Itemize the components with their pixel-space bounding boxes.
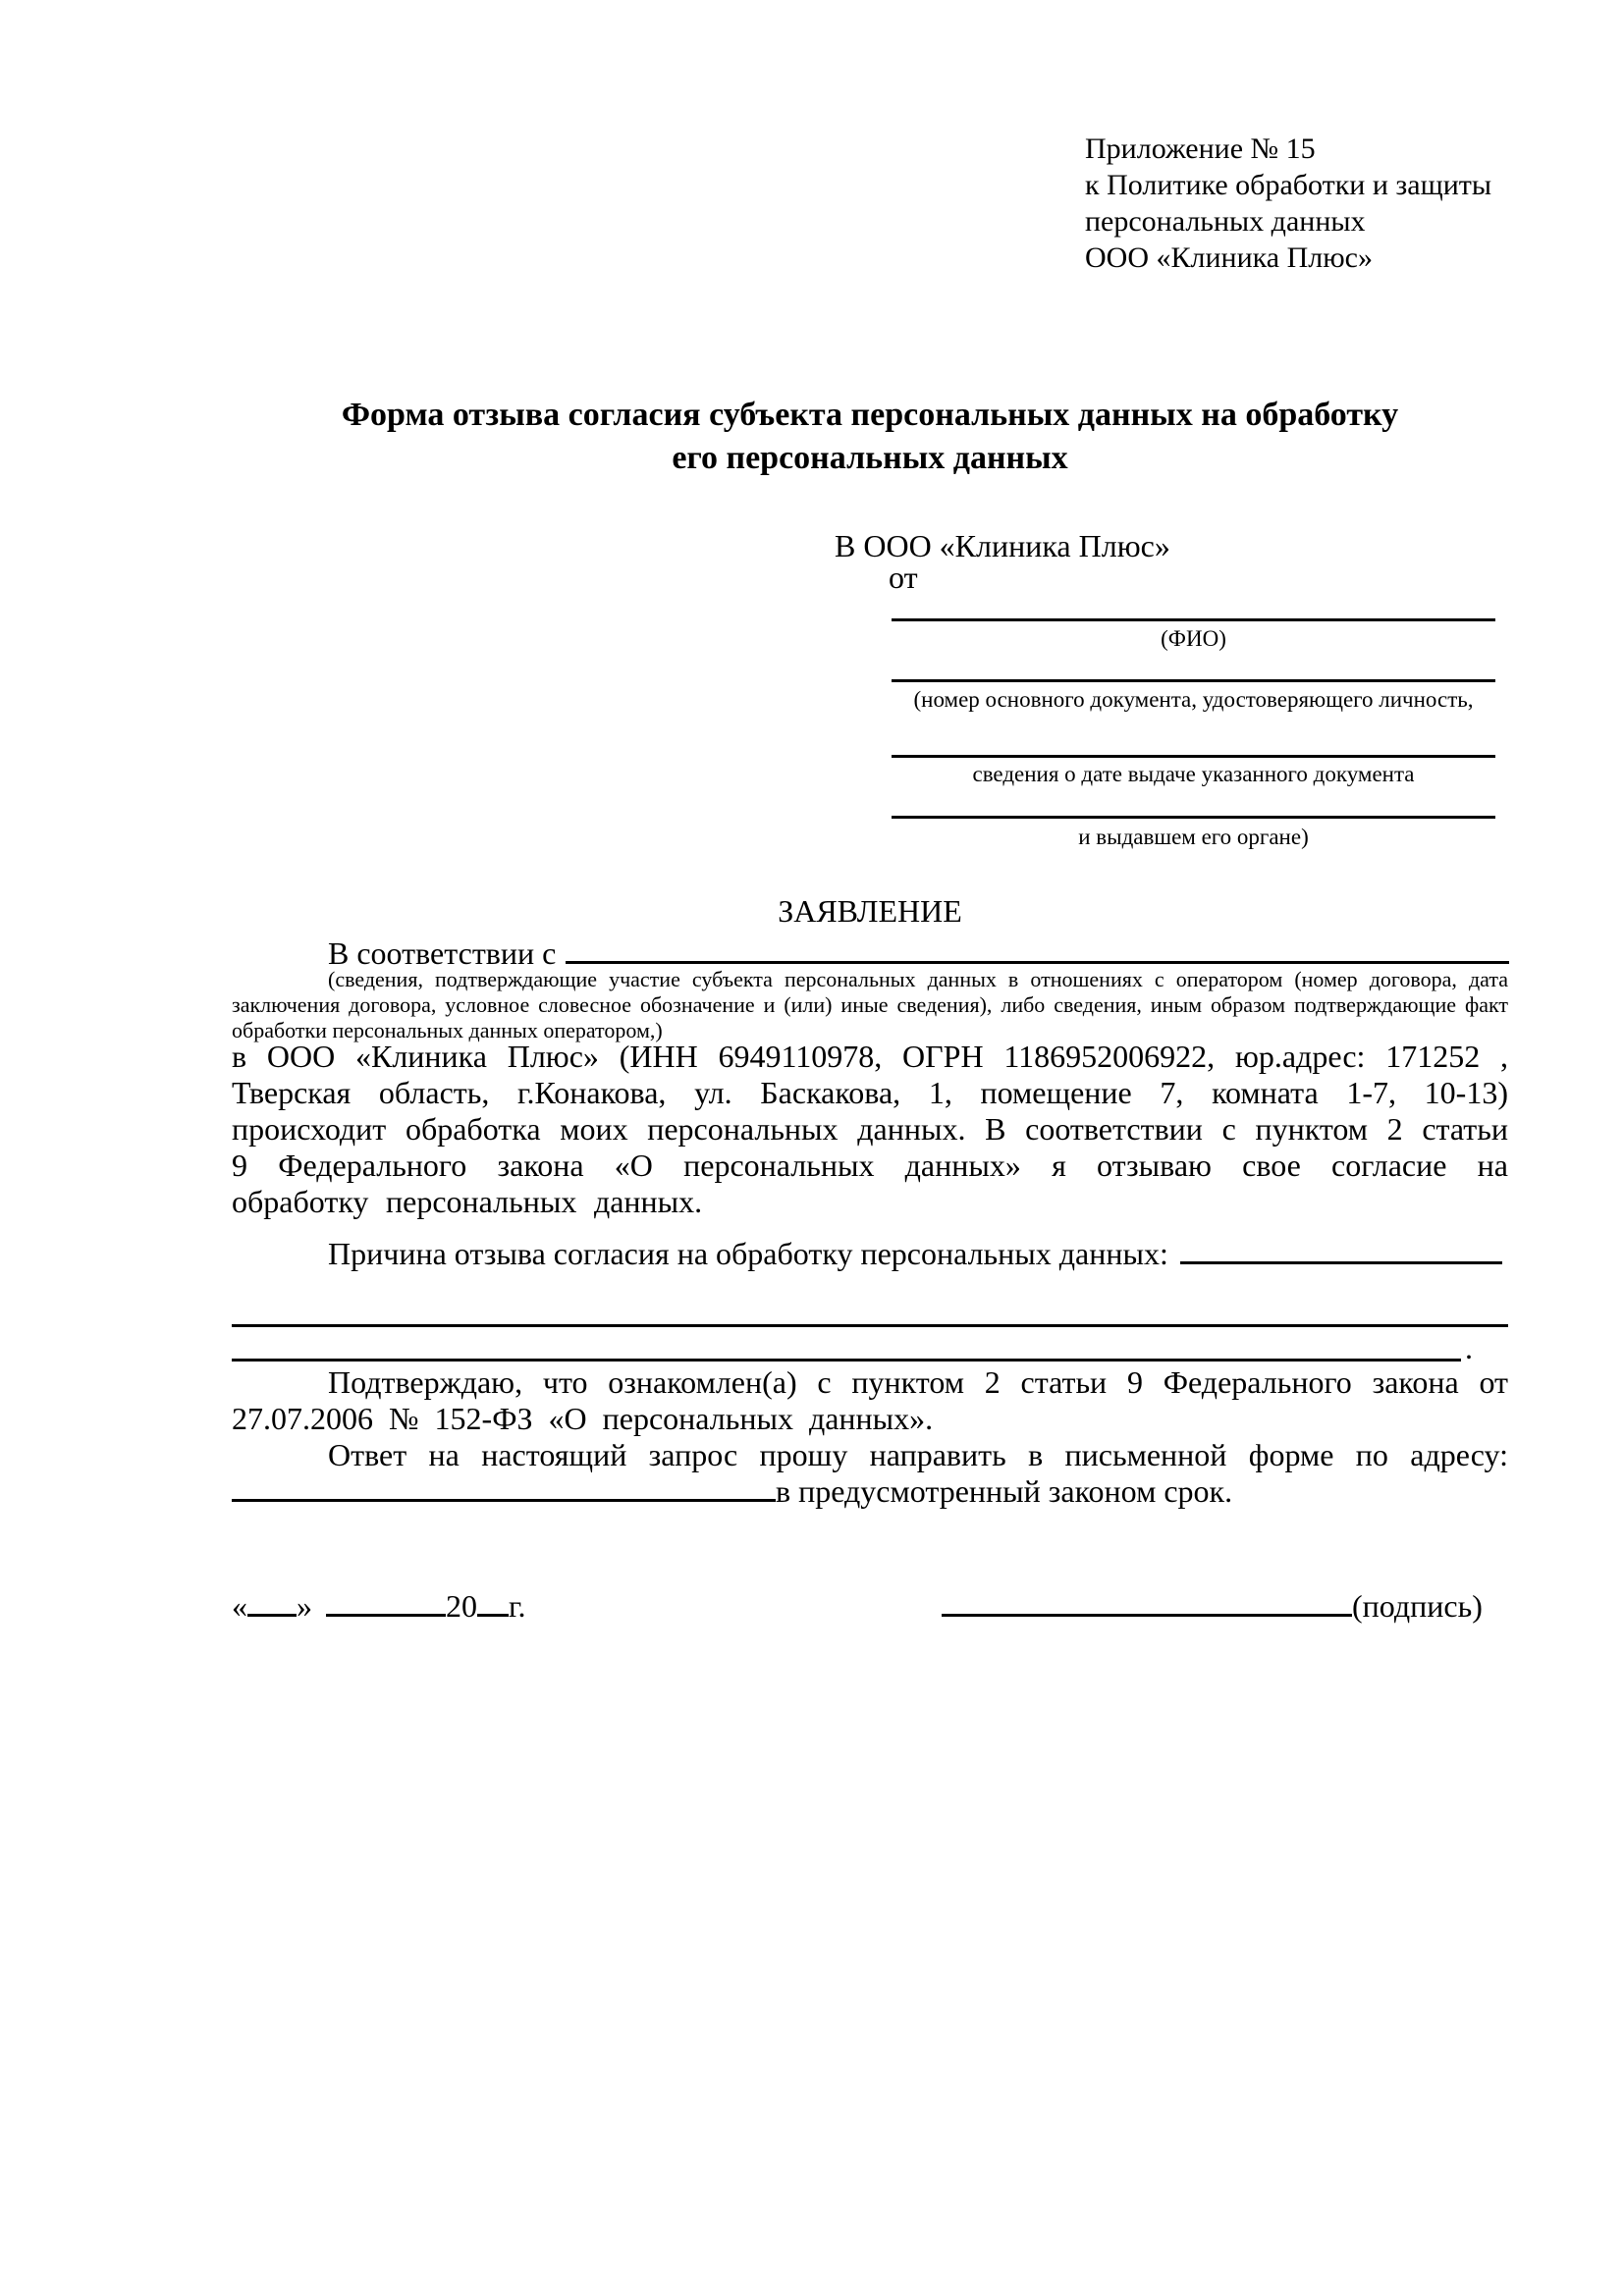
address-blank-line (232, 1499, 776, 1502)
day-open-quote: « (232, 1588, 247, 1624)
reason-line (328, 1236, 1502, 1272)
statement-body: в ООО «Клиника Плюс» (ИНН 6949110978, ОГРН 1186952006922, юр.адрес: 171252 , Тверская область, г.Конакова, ул. Баскакова, 1, помещение 7, комната 1-7, 10-13) происходит обработка моих персональных данных. В соответствии с пунктом 2 статьи 9 Федерального закона «О персональных данных» я отзываю свое согласие на обработку персональных данных. (232, 1039, 1508, 1219)
appendix-line-3: персональных данных (1085, 205, 1366, 238)
year-suffix-label: г. (509, 1588, 526, 1624)
statement-heading: ЗАЯВЛЕНИЕ (778, 893, 962, 929)
date-group (232, 1588, 526, 1625)
month-blank (326, 1612, 446, 1617)
issuer-caption: и выдавшем его органе) (1078, 825, 1309, 849)
year-blank (477, 1612, 509, 1617)
response-tail: в предусмотренный законом срок. (776, 1473, 1233, 1509)
appendix-line-2: к Политике обработки и защиты (1085, 169, 1492, 201)
reason-extra-blank-line-1 (232, 1324, 1508, 1327)
appendix-line-4: ООО «Клиника Плюс» (1085, 241, 1373, 274)
reason-extra-blank-line-2 (232, 1359, 1461, 1362)
id-doc-caption: (номер основного документа, удостоверяющего личность, (913, 687, 1474, 712)
legal-note: (сведения, подтверждающие участие субъекта персональных данных в отношениях с оператором (номер договора, дата заключения договора, условное словесное обозначение и (или) иные сведения), либо сведения, иным образом подтверждающие факт обработки персональных данных оператором,) (232, 967, 1508, 1042)
day-close-quote: » (297, 1588, 312, 1624)
acknowledgement-paragraph: Подтверждаю, что ознакомлен(а) с пунктом 2 статьи 9 Федерального закона от 27.07.2006 № 152-ФЗ «О персональных данных». (232, 1364, 1508, 1436)
reason-end-period: . (1465, 1330, 1473, 1365)
issuer-blank-line (892, 816, 1495, 819)
issue-date-caption: сведения о дате выдаче указанного документа (972, 762, 1415, 786)
doc-title-line-1: Форма отзыва согласия субъекта персональных данных на обработку (341, 397, 1399, 433)
id-doc-blank-line (892, 679, 1495, 682)
issue-date-blank-line (892, 755, 1495, 758)
year-prefix: 20 (446, 1588, 477, 1624)
doc-title-line-2: его персональных данных (672, 440, 1068, 476)
day-blank (247, 1612, 297, 1617)
response-request-paragraph: Ответ на настоящий запрос прошу направить в письменной форме по адресу: (328, 1437, 1508, 1472)
signature-blank-line (942, 1612, 1352, 1617)
addressee-to: В ООО «Клиника Плюс» (835, 528, 1170, 563)
intro-label: В соответствии с (328, 935, 557, 971)
signature-caption: (подпись) (1352, 1588, 1483, 1624)
address-line (232, 1473, 1508, 1510)
appendix-header (1085, 131, 1556, 276)
appendix-line-1: Приложение № 15 (1085, 133, 1316, 165)
addressee-from-label: от (889, 560, 918, 595)
intro-blank-line (566, 961, 1509, 964)
reason-label: Причина отзыва согласия на обработку персональных данных: (328, 1236, 1168, 1271)
reason-blank-line (1180, 1261, 1502, 1264)
fio-caption: (ФИО) (1161, 626, 1226, 651)
signature-group (942, 1588, 1483, 1625)
doc-title (232, 394, 1508, 480)
fio-blank-line (892, 618, 1495, 621)
